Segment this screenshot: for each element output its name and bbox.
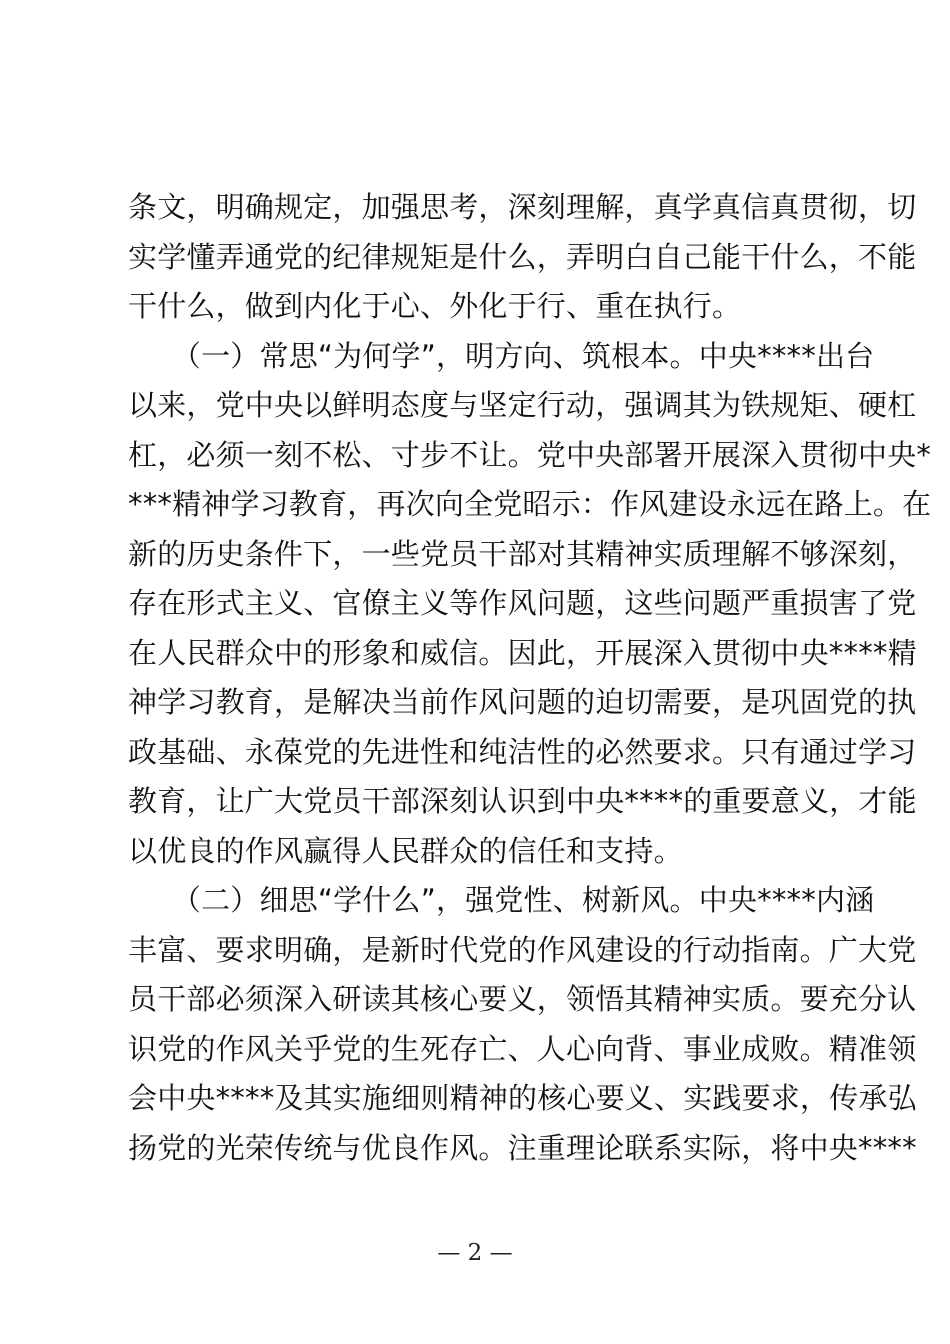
text-line: 员干部必须深入研读其核心要义，领悟其精神实质。要充分认 xyxy=(128,982,917,1016)
text-line: 会中央****及其实施细则精神的核心要义、实践要求，传承弘 xyxy=(128,1081,917,1115)
text-line: 丰富、要求明确，是新时代党的作风建设的行动指南。广大党 xyxy=(128,932,917,967)
text-line: 扬党的光荣传统与优良作风。注重理论联系实际，将中央**** xyxy=(128,1130,917,1165)
text-line: 存在形式主义、官僚主义等作风问题，这些问题严重损害了党 xyxy=(128,586,917,620)
text-line: （二）细思“学什么”，强党性、树新风。中央****内涵 xyxy=(128,883,875,917)
text-line: 政基础、永葆党的先进性和纯洁性的必然要求。只有通过学习 xyxy=(128,734,917,769)
text-line: 杠，必须一刻不松、寸步不让。党中央部署开展深入贯彻中央* xyxy=(128,437,932,472)
text-line: （一）常思“为何学”，明方向、筑根本。中央****出台 xyxy=(128,338,875,373)
page-number: — 2 — xyxy=(437,1240,513,1266)
text-line: 实学懂弄通党的纪律规矩是什么，弄明白自己能干什么，不能 xyxy=(128,239,917,274)
text-line: 教育，让广大党员干部深刻认识到中央****的重要意义，才能 xyxy=(128,784,917,818)
text-line: 干什么，做到内化于心、外化于行、重在执行。 xyxy=(128,289,742,323)
text-line: ***精神学习教育，再次向全党昭示：作风建设永远在路上。在 xyxy=(128,487,932,521)
text-line: 神学习教育，是解决当前作风问题的迫切需要，是巩固党的执 xyxy=(128,685,917,719)
text-line: 新的历史条件下，一些党员干部对其精神实质理解不够深刻， xyxy=(128,536,917,571)
document-body xyxy=(128,183,932,1173)
text-line: 识党的作风关乎党的生死存亡、人心向背、事业成败。精准领 xyxy=(128,1031,917,1066)
text-line: 条文，明确规定，加强思考，深刻理解，真学真信真贯彻，切 xyxy=(128,190,917,224)
text-line: 以优良的作风赢得人民群众的信任和支持。 xyxy=(128,833,683,868)
text-line: 在人民群众中的形象和威信。因此，开展深入贯彻中央****精 xyxy=(128,635,917,670)
text-line: 以来，党中央以鲜明态度与坚定行动，强调其为铁规矩、硬杠 xyxy=(128,388,917,422)
